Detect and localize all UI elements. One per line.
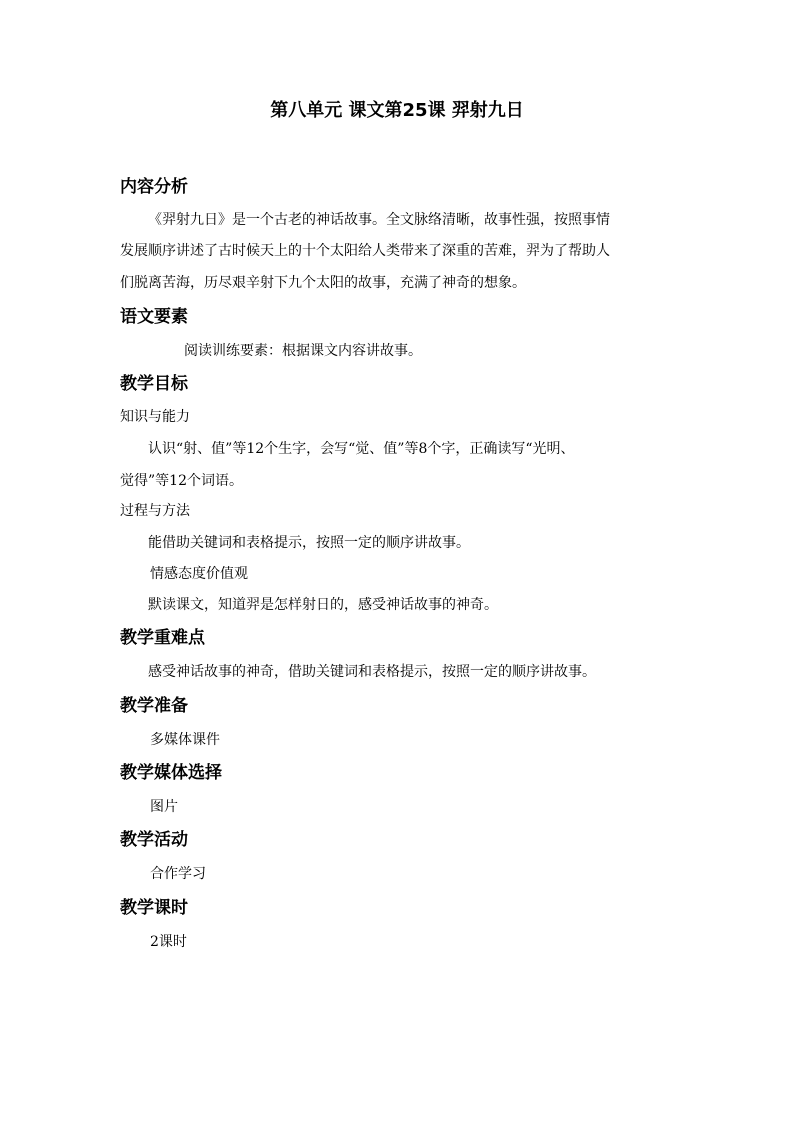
heading-language-elements: 语文要素: [120, 307, 188, 327]
key-difficulties-text: 感受神话故事的神奇，借助关键词和表格提示，按照一定的顺序讲故事。: [148, 664, 596, 680]
emotion-values-text: 默读课文，知道羿是怎样射日的，感受神话故事的神奇。: [148, 597, 498, 613]
heading-media: 教学媒体选择: [120, 763, 222, 783]
heading-class-hours: 教学课时: [120, 898, 188, 918]
content-analysis-line-3: 们脱离苦海，历尽艰辛射下九个太阳的故事，充满了神奇的想象。: [120, 275, 526, 291]
media-text: 图片: [150, 799, 178, 815]
subheading-process-method: 过程与方法: [120, 503, 190, 519]
knowledge-ability-line-2: 觉得”等12个词语。: [120, 473, 243, 489]
preparation-text: 多媒体课件: [150, 732, 220, 748]
heading-preparation: 教学准备: [120, 696, 188, 716]
activity-text: 合作学习: [150, 866, 206, 882]
heading-teaching-goals: 教学目标: [120, 374, 188, 394]
content-analysis-line-1: 《羿射九日》是一个古老的神话故事。全文脉络清晰，故事性强，按照事情: [148, 212, 610, 228]
heading-activity: 教学活动: [120, 830, 188, 850]
heading-key-difficulties: 教学重难点: [120, 628, 205, 648]
content-analysis-line-2: 发展顺序讲述了古时候天上的十个太阳给人类带来了深重的苦难，羿为了帮助人: [120, 243, 610, 259]
language-elements-text: 阅读训练要素：根据课文内容讲故事。: [184, 343, 422, 359]
page-title: 第八单元 课文第25课 羿射九日: [270, 100, 524, 121]
knowledge-ability-line-1: 认识“射、值”等12个生字，会写“觉、值”等8个字，正确读写“光明、: [148, 441, 575, 457]
process-method-text: 能借助关键词和表格提示，按照一定的顺序讲故事。: [148, 535, 470, 551]
subheading-emotion-values: 情感态度价值观: [150, 566, 248, 582]
subheading-knowledge-ability: 知识与能力: [120, 409, 190, 425]
heading-content-analysis: 内容分析: [120, 177, 188, 197]
class-hours-text: 2课时: [150, 934, 187, 950]
